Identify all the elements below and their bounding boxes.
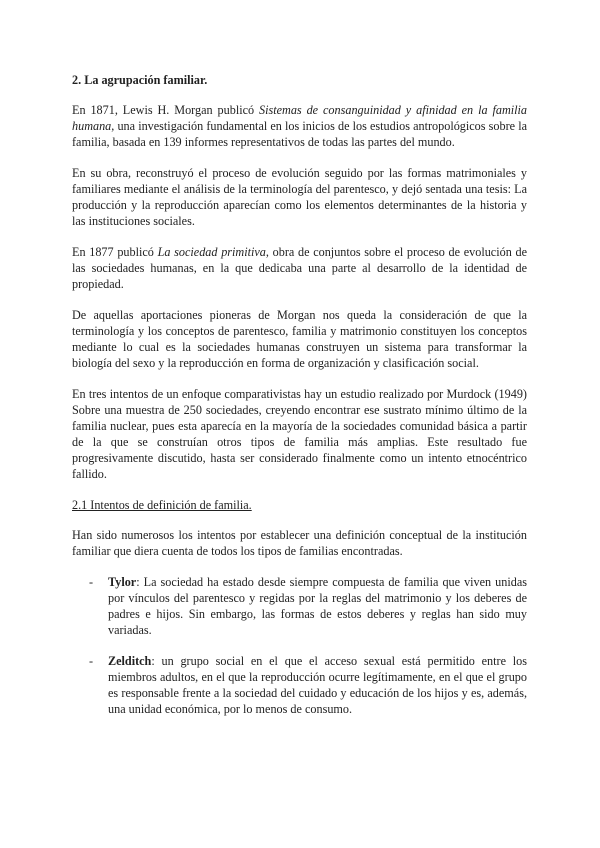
list-dash: - [89,654,94,668]
definition-text: : un grupo social en el que el acceso sexual está permitido entre los miembros adultos, en el que la reproducción ocurre legítimamente, en el que el grupo es responsable frente a la sociedad del cuidado y educación de los hijos y es, además, una unidad económica, por lo menos de consumo. [108,654,527,716]
paragraph-morgan-obra: En su obra, reconstruyó el proceso de evolución seguido por las formas matrimoniales y familiares mediante el análisis de la terminología del parentesco, y dejó sentada una tesis: La producción y la reproducción aparecían como los elementos determinantes de la historia y las instituciones sociales. [72,166,527,228]
paragraph-text: En 1877 publicó [72,245,158,259]
list-dash: - [89,575,94,589]
definition-term: Zelditch [108,654,152,668]
paragraph-intentos: Han sido numerosos los intentos por establecer una definición conceptual de la institución familiar que diera cuenta de todos los tipos de familias encontradas. [72,528,527,558]
paragraph-morgan-1871 [72,102,527,150]
definition-term: Tylor [108,575,137,589]
definition-text: : La sociedad ha estado desde siempre compuesta de familia que viven unidas por vínculos del parentesco y regidas por la reglas del matrimonio y los deberes de padres e hijos. Sin embargo, las formas de estos deberes y reglas han sido muy variadas. [108,575,527,637]
book-title: La sociedad primitiva [157,245,266,259]
definitions-list [72,574,527,717]
subsection-title: 2.1 Intentos de definición de familia. [72,498,252,512]
paragraph-murdock: En tres intentos de un enfoque comparativistas hay un estudio realizado por Murdock (1949) Sobre una muestra de 250 sociedades, creyendo encontrar ese sustrato mínimo último de la familia nuclear, pues esta aparecía en la mayoría de la sociedades comunidad básica a partir de la que se construían otros tipos de familia más amplias. Este resultado fue progresivamente discutido, hasta ser considerado finalmente como un intento etnocéntrico fallido. [72,387,527,481]
document-page [72,72,527,732]
book-title: Sistemas de consanguinidad y afinidad en la familia humana [72,103,528,133]
paragraph-morgan-1877 [72,244,527,292]
section-title: 2. La agrupación familiar. [72,73,208,87]
list-item [72,574,527,638]
paragraph-text: En 1871, Lewis H. Morgan publicó [72,103,260,117]
list-item [72,653,527,717]
paragraph-text: , obra de conjuntos sobre el proceso de evolución de las sociedades humanas, en la que dedicaba una parte al desarrollo de la identidad de propiedad. [72,245,527,291]
paragraph-aportaciones: De aquellas aportaciones pioneras de Morgan nos queda la consideración de que la terminología y los conceptos de parentesco, familia y matrimonio constituyen los conceptos mediante lo cual es la sociedades humanas construyen un sistema para transformar la biología del sexo y la reproducción en forma de organización y clasificación social. [72,308,527,370]
paragraph-text: , una investigación fundamental en los inicios de los estudios antropológicos sobre la familia, basada en 139 informes representativos de todas las partes del mundo. [72,119,527,149]
